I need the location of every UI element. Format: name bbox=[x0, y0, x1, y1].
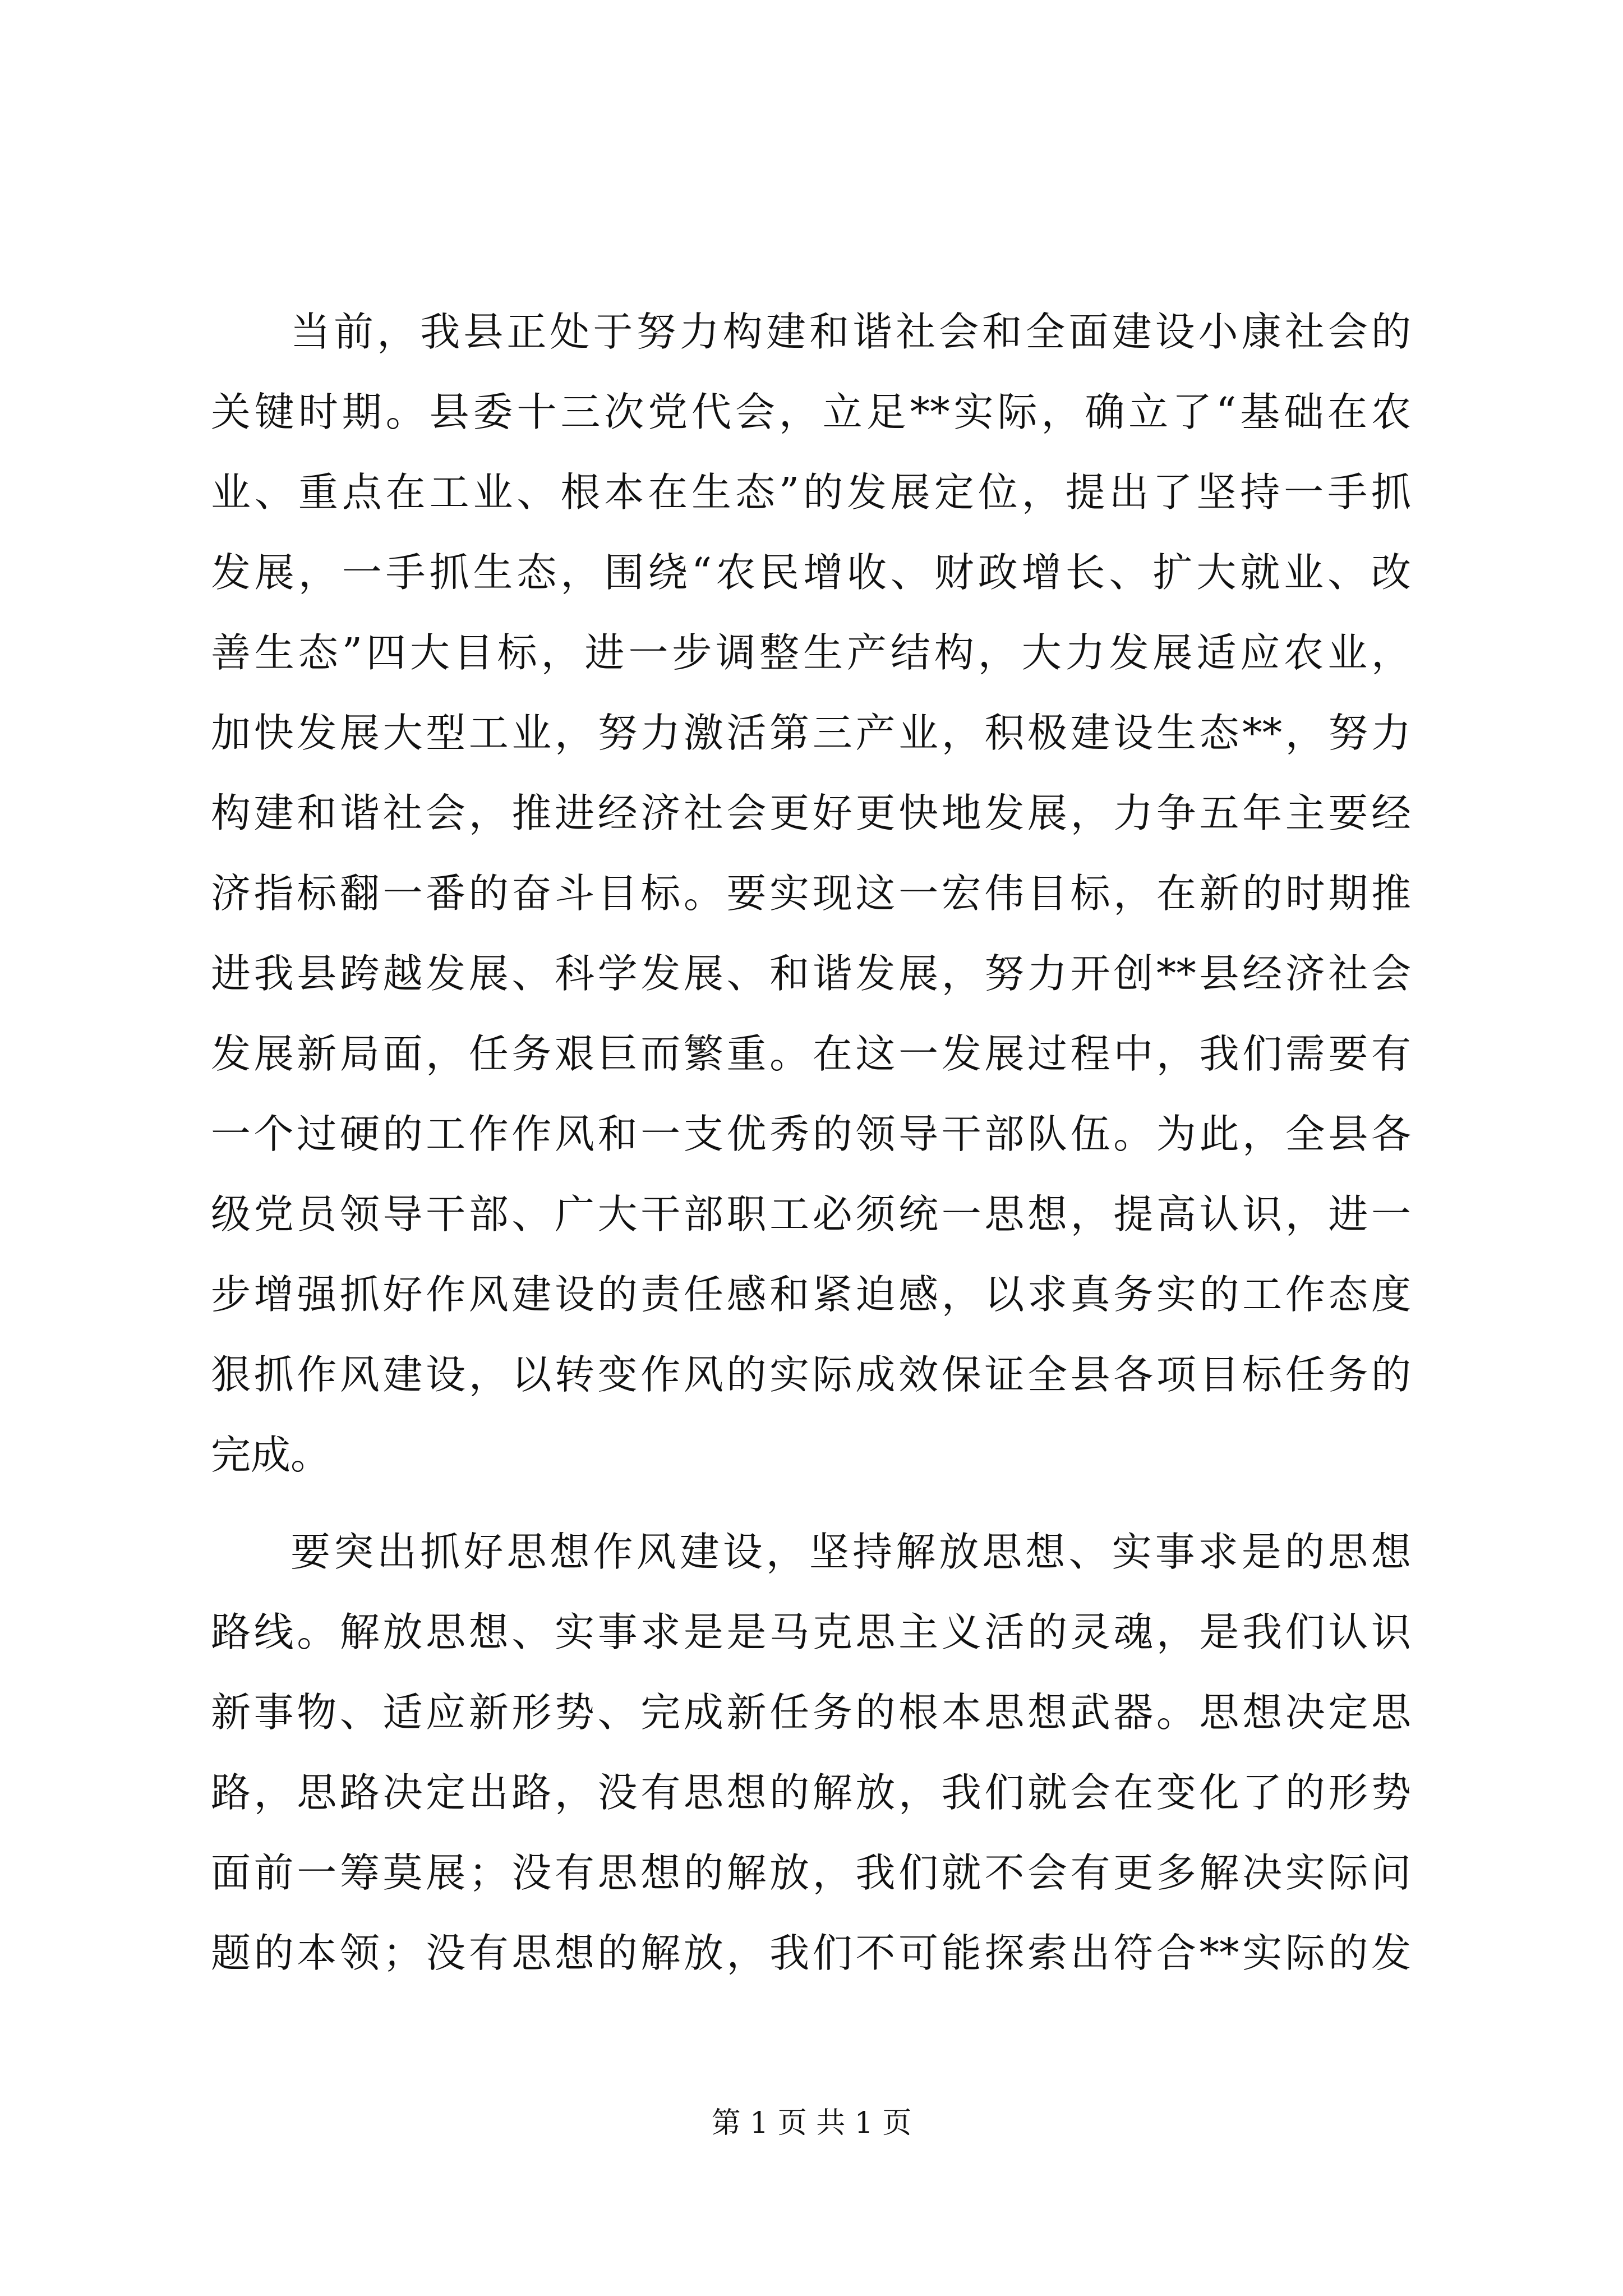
text-line: 狠抓作风建设，以转变作风的实际成效保证全县各项目标任务的 bbox=[211, 1351, 1411, 1398]
text-line: 进我县跨越发展、科学发展、和谐发展，努力开创**县经济社会 bbox=[211, 950, 1411, 997]
text-line: 构建和谐社会，推进经济社会更好更快地发展，力争五年主要经 bbox=[211, 790, 1411, 836]
text-line: 发展，一手抓生态，围绕“农民增收、财政增长、扩大就业、改 bbox=[211, 549, 1411, 596]
text-line: 路，思路决定出路，没有思想的解放，我们就会在变化了的形势 bbox=[211, 1769, 1411, 1816]
text-line: 善生态”四大目标，进一步调整生产结构，大力发展适应农业， bbox=[211, 629, 1411, 676]
text-line: 当前，我县正处于努力构建和谐社会和全面建设小康社会的 bbox=[291, 309, 1411, 355]
text-line: 级党员领导干部、广大干部职工必须统一思想，提高认识，进一 bbox=[211, 1191, 1411, 1237]
document-body bbox=[211, 292, 1411, 1993]
text-line: 要突出抓好思想作风建设，坚持解放思想、实事求是的思想 bbox=[291, 1529, 1411, 1575]
text-line: 新事物、适应新形势、完成新任务的根本思想武器。思想决定思 bbox=[211, 1689, 1411, 1736]
text-line: 完成。 bbox=[211, 1432, 331, 1478]
text-line: 一个过硬的工作作风和一支优秀的领导干部队伍。为此，全县各 bbox=[211, 1111, 1411, 1157]
text-line: 步增强抓好作风建设的责任感和紧迫感，以求真务实的工作态度 bbox=[211, 1271, 1411, 1318]
page-number: 第 1 页 共 1 页 bbox=[711, 2106, 912, 2140]
text-line: 发展新局面，任务艰巨而繁重。在这一发展过程中，我们需要有 bbox=[211, 1030, 1411, 1077]
page-footer bbox=[0, 2104, 1623, 2143]
paragraph-1 bbox=[211, 292, 1411, 1495]
paragraph-spacer bbox=[211, 1495, 1411, 1512]
text-line: 关键时期。县委十三次党代会，立足**实际，确立了“基础在农 bbox=[211, 389, 1411, 435]
text-line: 加快发展大型工业，努力激活第三产业，积极建设生态**，努力 bbox=[211, 710, 1411, 756]
paragraph-2 bbox=[211, 1512, 1411, 1993]
text-line: 路线。解放思想、实事求是是马克思主义活的灵魂，是我们认识 bbox=[211, 1609, 1411, 1655]
text-line: 济指标翻一番的奋斗目标。要实现这一宏伟目标，在新的时期推 bbox=[211, 870, 1411, 917]
text-line: 面前一筹莫展；没有思想的解放，我们就不会有更多解决实际问 bbox=[211, 1849, 1411, 1896]
text-line: 题的本领；没有思想的解放，我们不可能探索出符合**实际的发 bbox=[211, 1930, 1411, 1976]
text-line: 业、重点在工业、根本在生态”的发展定位，提出了坚持一手抓 bbox=[211, 469, 1411, 516]
